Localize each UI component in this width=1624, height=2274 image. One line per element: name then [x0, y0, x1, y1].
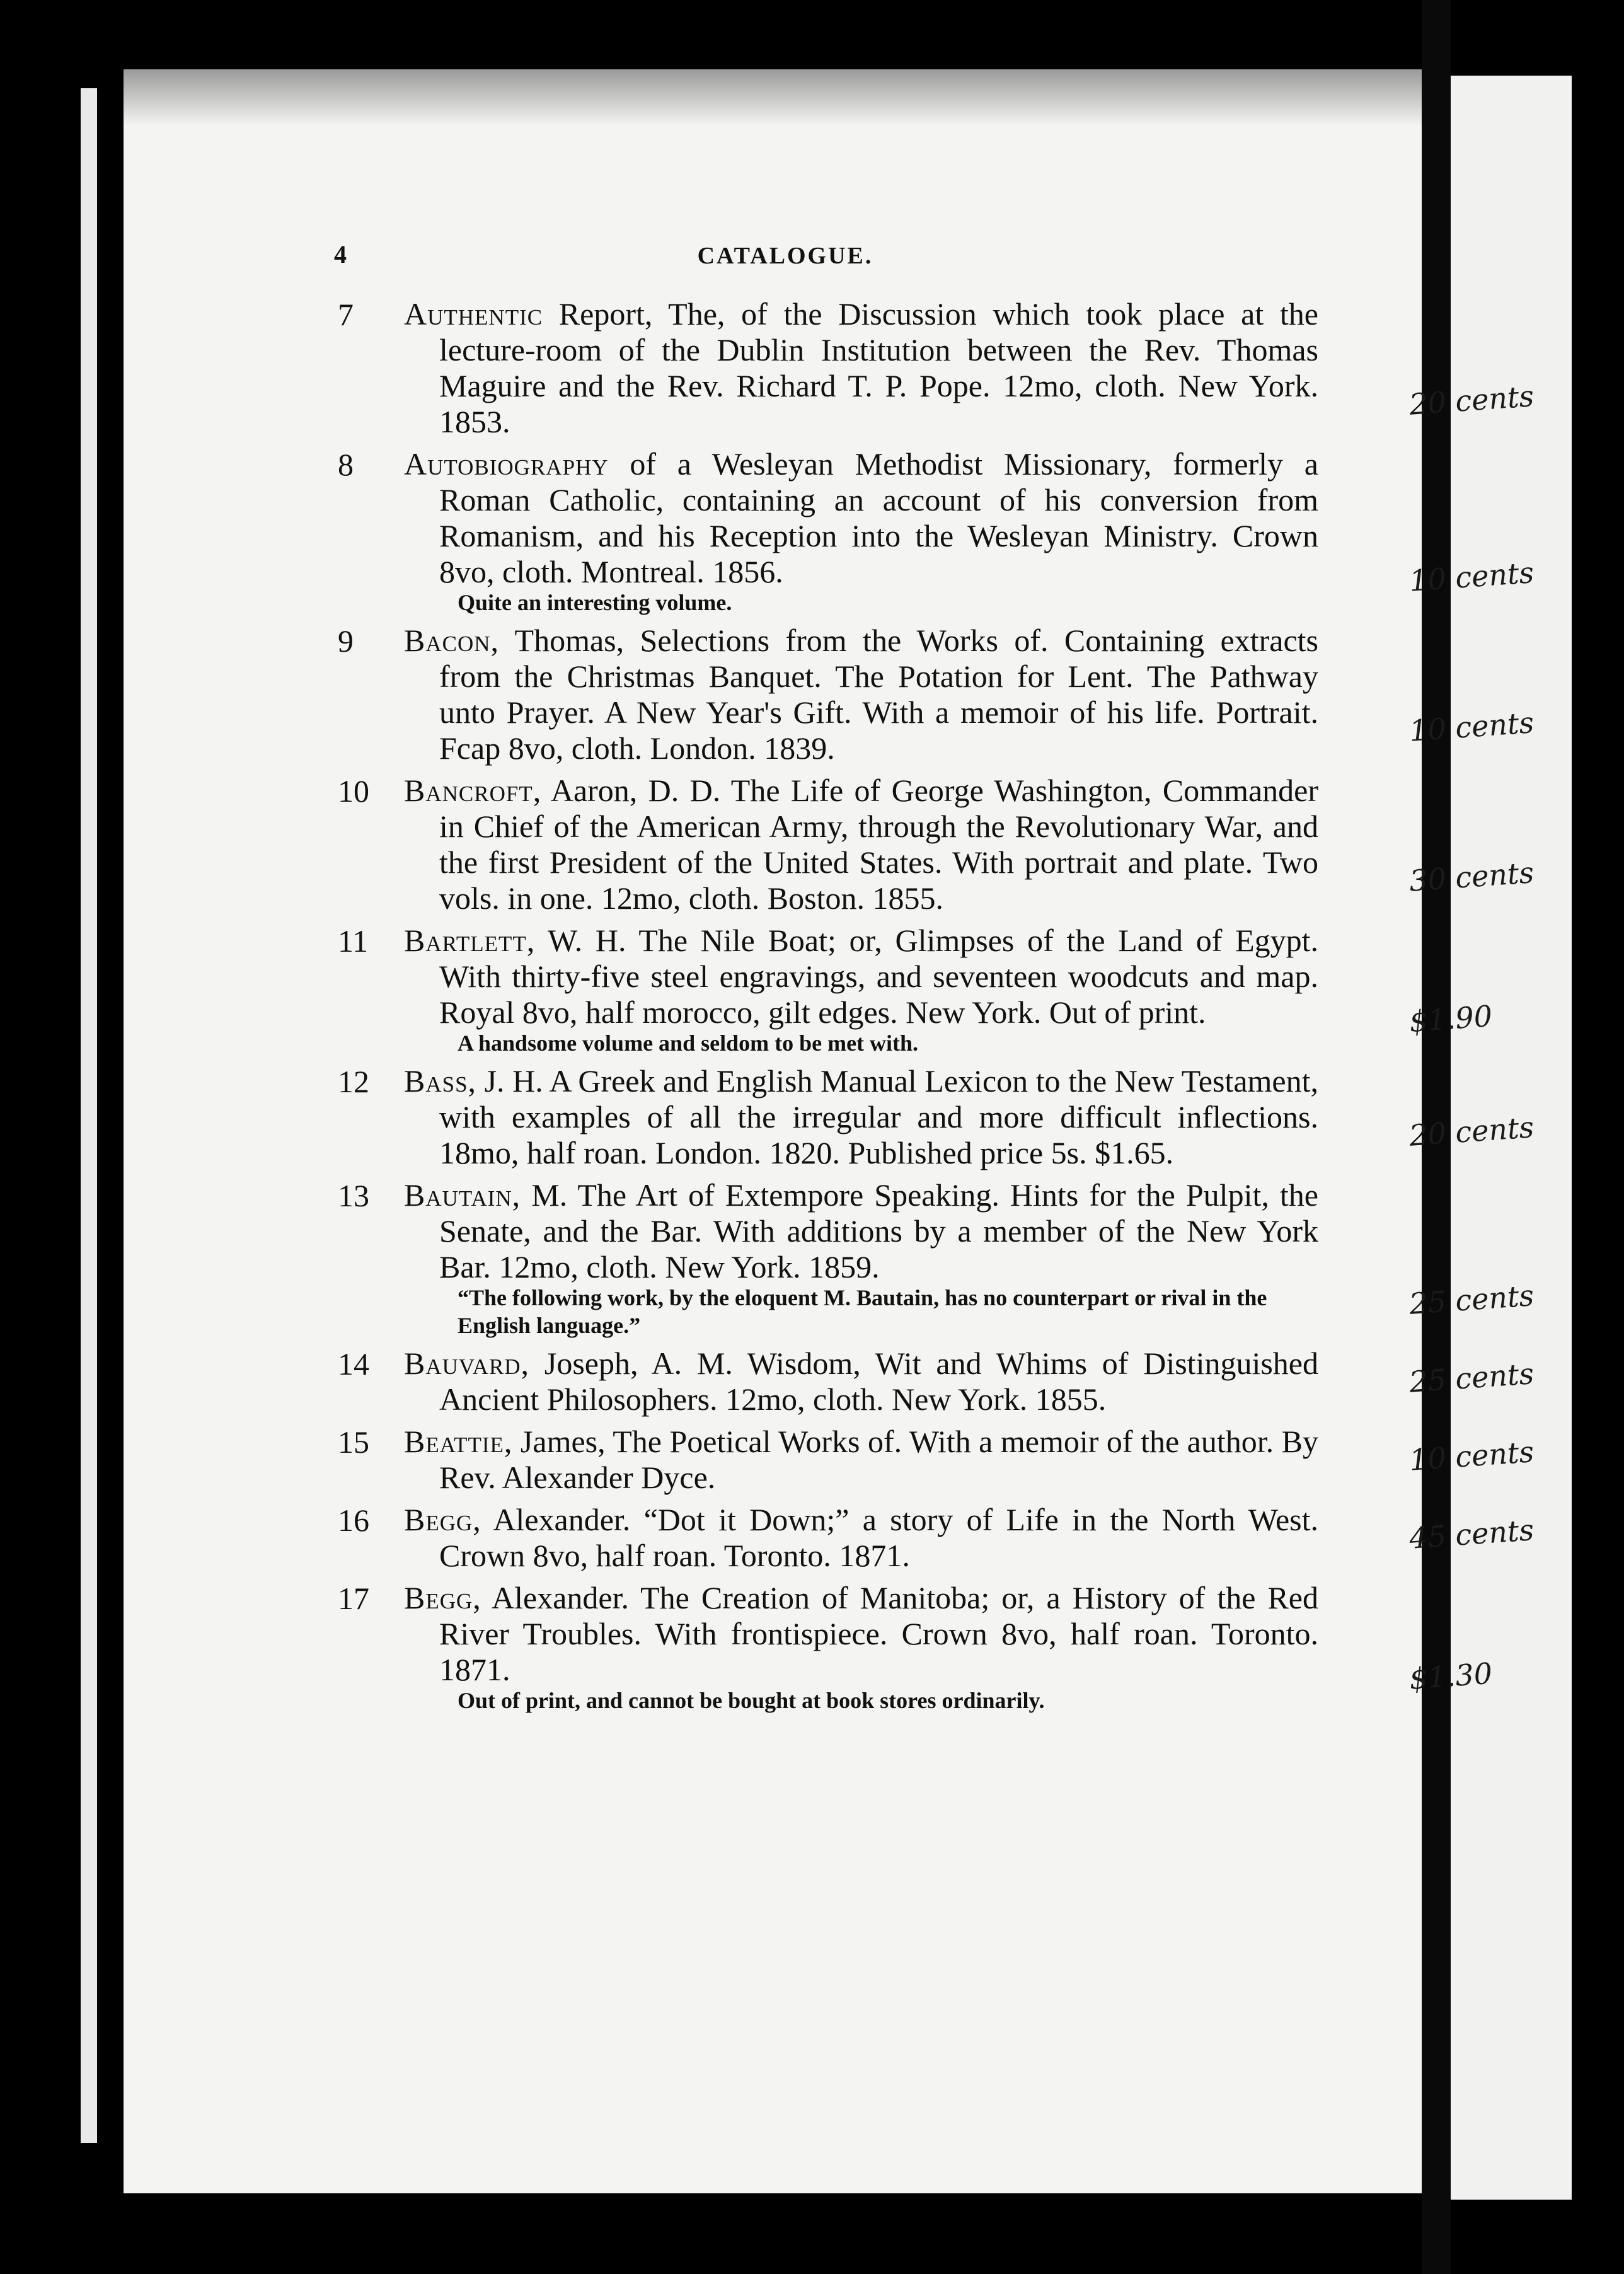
entry-note: Out of print, and cannot be bought at book stores ordinarily. [458, 1688, 1045, 1713]
entry-text: Report, The, of the Discussion which took place at the lecture-room of the Dublin Institution between the Rev. Thomas Maguire and the Rev. Richard T. P. Pope. 12mo, cloth. New York. 1853. [439, 296, 1318, 439]
handwritten-price: 45 cents [1408, 1513, 1535, 1555]
entry-author: Bartlett, [404, 923, 536, 958]
entry-number: 13 [338, 1178, 369, 1213]
entry-number: 9 [338, 623, 354, 659]
catalogue-page [124, 69, 1535, 2193]
entry-description [404, 1424, 1318, 1496]
page-header [124, 240, 1422, 277]
entry-description [404, 1063, 1318, 1171]
entry-author: Authentic [404, 296, 543, 332]
handwritten-price: 25 cents [1408, 1356, 1535, 1399]
entry-author: Bacon, [404, 623, 500, 658]
entry-description [404, 923, 1318, 1030]
entry-note: “The following work, by the eloquent M. Bautain, has no counterpart or rival in the English language.” [458, 1285, 1267, 1338]
entry-number: 8 [338, 447, 354, 482]
page-number: 4 [334, 240, 347, 268]
entry-description [404, 1177, 1318, 1285]
catalogue-entry [338, 446, 1535, 616]
entry-author: Bancroft, [404, 773, 542, 808]
scan-border-left [0, 0, 126, 2274]
entry-description [404, 1502, 1318, 1574]
entry-description [404, 296, 1318, 440]
entry-number: 17 [338, 1581, 369, 1616]
entry-author: Beattie, [404, 1424, 513, 1459]
entry-description [404, 1580, 1318, 1688]
handwritten-price: $1.30 [1408, 1656, 1494, 1696]
entry-author: Begg, [404, 1502, 481, 1537]
entry-author: Bauvard, [404, 1346, 530, 1381]
page-shadow [124, 69, 1422, 126]
entry-text: Aaron, D. D. The Life of George Washington, Commander in Chief of the American Army, through the Revolutionary War, and the first President of the United States. With portrait and plate. Two vols. in one. 12mo, cloth. Boston. 1855. [439, 773, 1318, 916]
entry-text: James, The Poetical Works of. With a memoir of the author. By Rev. Alexander Dyce. [439, 1424, 1318, 1495]
handwritten-price: 25 cents [1408, 1278, 1535, 1321]
handwritten-price: 20 cents [1408, 1110, 1535, 1153]
catalogue-entry [338, 1346, 1535, 1417]
entry-description [404, 446, 1318, 590]
scan-edge-strip [81, 88, 97, 2143]
entry-note: Quite an interesting volume. [458, 590, 732, 615]
entry-note: A handsome volume and seldom to be met with. [458, 1030, 919, 1056]
handwritten-price: 10 cents [1408, 705, 1535, 748]
entry-text: Alexander. “Dot it Down;” a story of Life in the North West. Crown 8vo, half roan. Toronto. 1871. [439, 1502, 1318, 1573]
entry-number: 7 [338, 297, 354, 332]
entry-author: Autobiography [404, 446, 609, 482]
running-title: CATALOGUE. [697, 243, 873, 269]
entry-number: 14 [338, 1346, 369, 1382]
entry-text: of a Wesleyan Methodist Missionary, formerly a Roman Catholic, containing an account of his conversion from Romanism, and his Reception into the Wesleyan Ministry. Crown 8vo, cloth. Montreal. 1856. [439, 446, 1318, 589]
entry-text: Joseph, A. M. Wisdom, Wit and Whims of Distinguished Ancient Philosophers. 12mo, cloth. New York. 1855. [439, 1346, 1318, 1417]
entry-text: M. The Art of Extempore Speaking. Hints for the Pulpit, the Senate, and the Bar. With additions by a member of the New York Bar. 12mo, cloth. New York. 1859. [439, 1177, 1318, 1284]
entry-number: 12 [338, 1064, 369, 1099]
entry-text: Thomas, Selections from the Works of. Containing extracts from the Christmas Banquet. The Potation for Lent. The Pathway unto Prayer. A New Year's Gift. With a memoir of his life. Portrait. Fcap 8vo, cloth. London. 1839. [439, 623, 1318, 766]
entry-author: Bautain, [404, 1177, 521, 1213]
handwritten-price: 20 cents [1408, 379, 1535, 422]
catalogue-entry [338, 1502, 1535, 1574]
entry-number: 16 [338, 1503, 369, 1538]
entry-number: 15 [338, 1424, 369, 1460]
entry-number: 10 [338, 773, 369, 809]
catalogue-entry [338, 1424, 1535, 1496]
entry-description [404, 1346, 1318, 1417]
catalogue-entry [338, 623, 1535, 766]
catalogue-entry [338, 923, 1494, 1057]
handwritten-price: 10 cents [1408, 1434, 1535, 1477]
catalogue-entry [338, 1580, 1494, 1714]
catalogue-entry [338, 773, 1535, 916]
entry-author: Begg, [404, 1580, 481, 1615]
handwritten-price: 10 cents [1408, 555, 1535, 598]
catalogue-entry [338, 1063, 1535, 1171]
handwritten-price: 30 cents [1408, 855, 1535, 898]
catalogue-entries [338, 296, 1535, 1721]
entry-description [404, 773, 1318, 916]
entry-description [404, 623, 1318, 766]
entry-text: J. H. A Greek and English Manual Lexicon to the New Testament, with examples of all the irregular and more difficult inflections. 18mo, half roan. London. 1820. Published price 5s. $1.65. [439, 1063, 1318, 1170]
catalogue-entry [338, 296, 1535, 440]
entry-text: W. H. The Nile Boat; or, Glimpses of the Land of Egypt. With thirty-five steel engravings, and seventeen woodcuts and map. Royal 8vo, half morocco, gilt edges. New York. Out of print. [439, 923, 1318, 1030]
catalogue-entry [338, 1177, 1535, 1339]
entry-author: Bass, [404, 1063, 477, 1099]
entry-text: Alexander. The Creation of Manitoba; or, a History of the Red River Troubles. With frontispiece. Crown 8vo, half roan. Toronto. 1871. [439, 1580, 1318, 1687]
entry-number: 11 [338, 923, 369, 959]
handwritten-price: $1.90 [1408, 998, 1494, 1039]
